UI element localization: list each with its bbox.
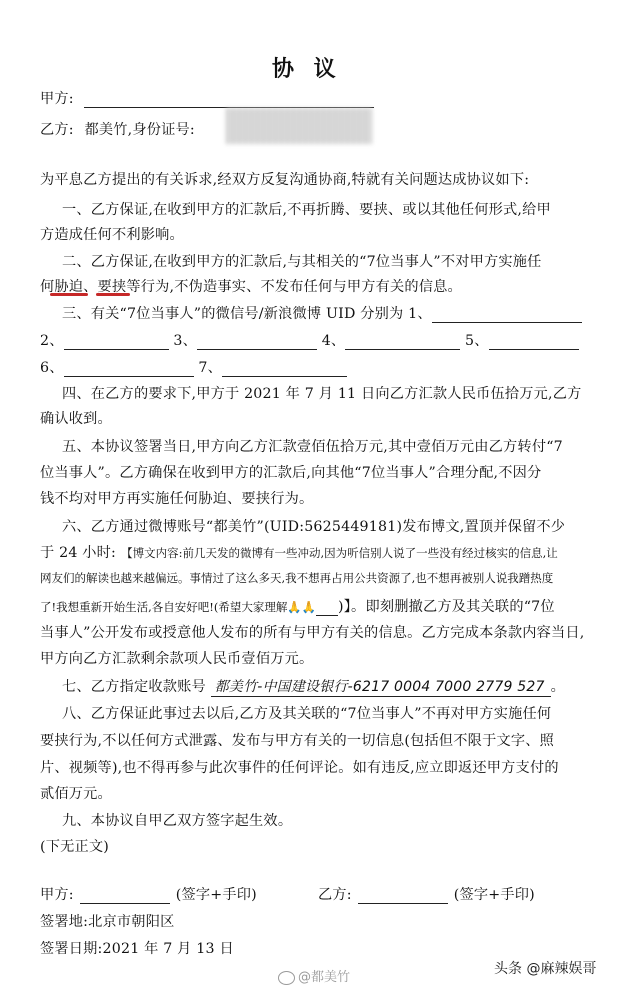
bank-account: 都美竹-中国建设银行-6217 0004 7000 2779 527 xyxy=(211,679,551,697)
clause-6-post-content-2: 网友们的解读也越来越偏远。事情过了这么多天,我不想再占用公共资源了,也不想再被别人说我蹭热度 xyxy=(40,571,554,585)
clause-3-line xyxy=(62,303,582,323)
sign-b-blank xyxy=(358,885,448,904)
party-b-line xyxy=(40,119,195,139)
clause-8-line-4: 贰佰万元。 xyxy=(40,786,112,802)
toutiao-watermark xyxy=(494,958,596,978)
clause-6-duration: 于 24 小时: xyxy=(40,545,117,561)
clause-6-post-content-1: 【博文内容:前几天发的微博有一些冲动,因为听信别人说了一些没有经过核实的信息,让 xyxy=(121,546,558,560)
uid-row-1 xyxy=(40,330,579,350)
weibo-logo-icon xyxy=(278,971,295,985)
party-a-label: 甲方: xyxy=(40,91,74,107)
uid-label-5: 5、 xyxy=(465,333,489,349)
uid-blank-2 xyxy=(64,331,169,350)
clause-5-line-1: 五、本协议签署当日,甲方向乙方汇款壹佰伍拾万元,其中壹佰万元由乙方转付“7 xyxy=(62,439,563,455)
clause-7-prefix: 七、乙方指定收款账号 xyxy=(62,679,206,695)
clause-4-line-1: 四、在乙方的要求下,甲方于 2021 年 7 月 11 日向乙方汇款人民币伍拾万元,乙方 xyxy=(62,386,582,402)
uid-blank-1 xyxy=(432,304,582,323)
end-note: (下无正文) xyxy=(40,839,110,855)
sign-a-label: 甲方: xyxy=(40,887,74,903)
sign-b-label: 乙方: xyxy=(318,887,352,903)
red-underline-blackmail xyxy=(96,293,130,296)
clause-6-post-content-4: )】。即刻删撤乙方及其关联的“7位 xyxy=(338,599,555,615)
signature-party-b xyxy=(318,884,535,904)
uid-blank-4 xyxy=(345,331,460,350)
red-underline-coercion xyxy=(50,293,88,296)
clause-1-line-1: 一、乙方保证,在收到甲方的汇款后,不再折腾、要挟、或以其他任何形式,给甲 xyxy=(62,202,551,218)
clause-6-post-content-3: 了!我想重新开始生活,各自安好吧!(希望大家理解 xyxy=(40,600,288,614)
clause-6-line-4 xyxy=(40,596,555,616)
clause-8-line-1: 八、乙方保证此事过去以后,乙方及其关联的“7位当事人”不再对甲方实施任何 xyxy=(62,706,552,722)
toutiao-handle: @麻辣娱哥 xyxy=(526,961,597,977)
uid-label-3: 3、 xyxy=(173,333,197,349)
uid-label-6: 6、 xyxy=(40,360,64,376)
signing-date: 签署日期:2021 年 7 月 13 日 xyxy=(40,941,234,957)
uid-row-2 xyxy=(40,357,347,377)
weibo-handle: @都美竹 xyxy=(298,970,351,985)
clause-6-blank xyxy=(316,603,338,616)
document-title: 协 议 xyxy=(272,56,342,82)
intro-paragraph: 为平息乙方提出的有关诉求,经双方反复沟通协商,特就有关问题达成协议如下: xyxy=(40,172,530,188)
sign-a-hint: (签字+手印) xyxy=(175,887,257,903)
clause-8-line-3: 片、视频等),也不得再参与此次事件的任何评论。如有违反,应立即返还甲方支付的 xyxy=(40,760,559,776)
party-b-label: 乙方: xyxy=(40,122,74,138)
clause-1-line-2: 方造成任何不利影响。 xyxy=(40,227,184,243)
sign-a-blank xyxy=(80,885,170,904)
uid-blank-3 xyxy=(197,331,317,350)
uid-blank-6 xyxy=(64,358,194,377)
clause-9: 九、本协议自甲乙双方签字起生效。 xyxy=(62,813,293,829)
signature-party-a xyxy=(40,884,257,904)
uid-blank-7 xyxy=(222,358,347,377)
clause-6-line-5: 当事人”公开发布或授意他人发布的所有与甲方有关的信息。乙方完成本条款内容当日, xyxy=(40,625,585,641)
clause-6-line-1: 六、乙方通过微博账号“都美竹”(UID:5625449181)发布博文,置顶并保留不少 xyxy=(62,519,566,535)
praying-hands-emoji: 🙏🙏 xyxy=(287,600,317,614)
party-a-blank xyxy=(84,89,374,108)
clause-5-line-2: 位当事人”。乙方确保在收到甲方的汇款后,向其他“7位当事人”合理分配,不因分 xyxy=(40,465,542,481)
clause-7-suffix: 。 xyxy=(550,679,565,695)
party-a-line xyxy=(40,88,374,108)
clause-8-line-2: 要挟行为,不以任何方式泄露、发布与甲方有关的一切信息(包括但不限于文字、照 xyxy=(40,733,555,749)
uid-label-7: 7、 xyxy=(198,360,222,376)
clause-6-line-2 xyxy=(40,542,558,562)
weibo-watermark xyxy=(278,966,350,985)
party-b-name: 都美竹,身份证号: xyxy=(84,122,195,138)
clause-2-line-2: 何胁迫、要挟等行为,不伪造事实、不发布任何与甲方有关的信息。 xyxy=(40,279,462,295)
toutiao-label: 头条 xyxy=(494,961,522,977)
redacted-id-number xyxy=(226,108,372,144)
clause-5-line-3: 钱不均对甲方再实施任何胁迫、要挟行为。 xyxy=(40,491,314,507)
clause-3-text: 三、有关“7位当事人”的微信号/新浪微博 UID 分别为 1、 xyxy=(62,306,432,322)
uid-label-4: 4、 xyxy=(321,333,346,349)
clause-4-line-2: 确认收到。 xyxy=(40,411,112,427)
clause-2-line-1: 二、乙方保证,在收到甲方的汇款后,与其相关的“7位当事人”不对甲方实施任 xyxy=(62,254,542,270)
signing-place: 签署地:北京市朝阳区 xyxy=(40,914,175,930)
uid-blank-5 xyxy=(489,331,579,350)
clause-6-line-6: 甲方向乙方汇款剩余款项人民币壹佰万元。 xyxy=(40,651,314,667)
sign-b-hint: (签字+手印) xyxy=(453,887,535,903)
clause-7-line xyxy=(62,676,565,696)
uid-label-2: 2、 xyxy=(40,333,64,349)
